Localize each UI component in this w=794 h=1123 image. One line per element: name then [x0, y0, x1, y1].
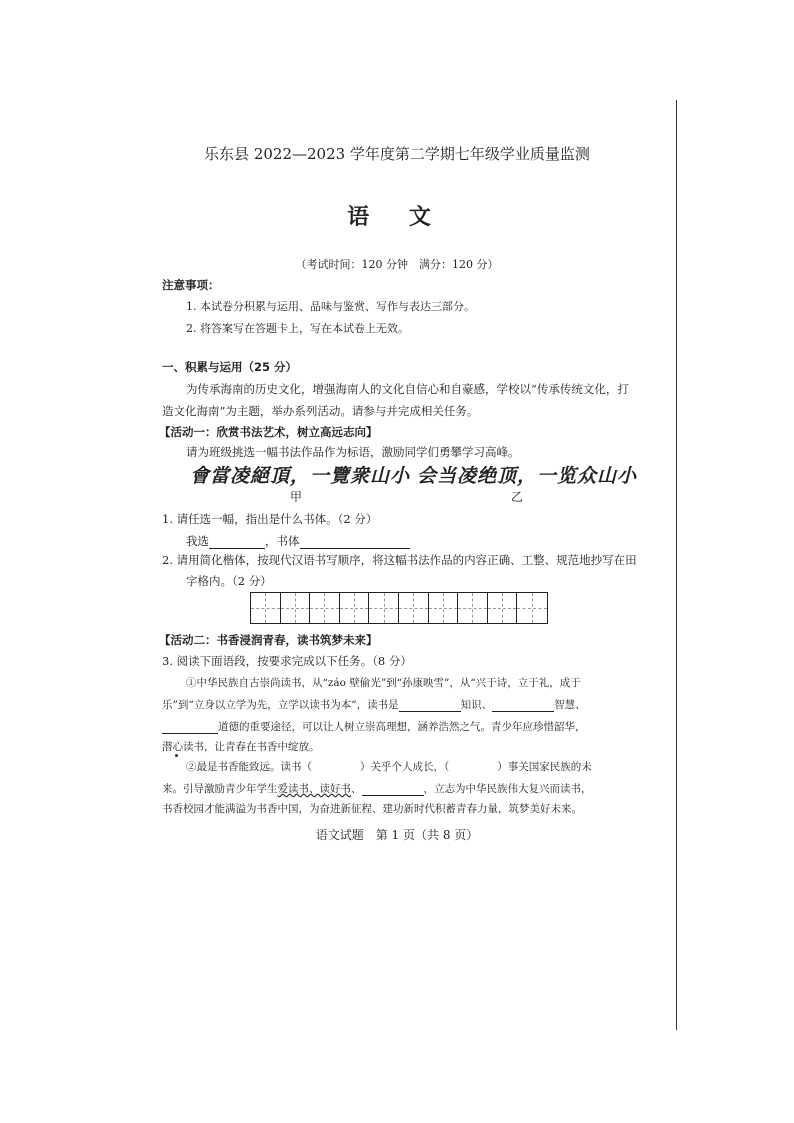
- passage-blank-4[interactable]: [362, 783, 424, 796]
- grid-cell[interactable]: [369, 593, 399, 623]
- grid-cell[interactable]: [399, 593, 429, 623]
- grid-cell[interactable]: [517, 593, 547, 623]
- passage-blank-3[interactable]: [162, 721, 218, 734]
- p1-text-b: 知识、: [460, 699, 493, 711]
- intro-line-2: 造文化海南”为主题，举办系列活动。请参与并完成相关任务。: [162, 404, 479, 418]
- passage-blank-2[interactable]: [492, 699, 554, 712]
- notice-item-2: 2. 将答案写在答题卡上，写在本试卷上无效。: [186, 322, 409, 335]
- grid-cell[interactable]: [488, 593, 518, 623]
- notice-item-1: 1. 本试卷分积累与运用、品味与鉴赏、写作与表达三部分。: [186, 300, 475, 313]
- section-heading: 一、积累与运用（25 分）: [162, 360, 298, 374]
- p1-text-c: 智慧、: [554, 699, 586, 711]
- grid-cell[interactable]: [340, 593, 370, 623]
- activity1-heading: 【活动一：欣赏书法艺术，树立高远志向】: [159, 425, 378, 439]
- passage-blank-1[interactable]: [399, 699, 461, 712]
- grid-cell[interactable]: [251, 593, 281, 623]
- exam-title: 乐东县 2022—2023 学年度第二学期七年级学业质量监测: [204, 145, 590, 163]
- passage-p2-line-1: [186, 759, 592, 774]
- question-2-line-1: 2. 请用简化楷体，按现代汉语书写顺序，将这幅书法作品的内容正确、工整、规范地抄写在田: [162, 553, 637, 567]
- p1-text-d: 道德的重要途径，可以让人树立崇高理想，涵养浩然之气。青少年应珍惜韶华，: [218, 721, 586, 733]
- answer-prefix: 我选: [186, 534, 209, 548]
- passage-p1-line-3: [162, 719, 586, 734]
- passage-p1-line-1: ①中华民族自古崇尚读书，从“záo 壁偷光”到“孙康映雪”，从“兴于诗，立于礼，成于: [186, 677, 581, 689]
- p2-text-d: 来。引导激励青少年学生: [162, 783, 278, 795]
- answer-mid: ，书体: [265, 534, 300, 548]
- calligraphy-label-b: 乙: [511, 490, 524, 504]
- question-1: 1. 请任选一幅，指出是什么书体。（2 分）: [162, 512, 378, 526]
- p1-text-f: 心读书，让青春在书香中绽放。: [172, 741, 320, 753]
- answer-blank-script[interactable]: [300, 536, 410, 549]
- question-3: 3. 阅读下面语段，按要求完成以下任务。（8 分）: [162, 654, 412, 668]
- grid-cell[interactable]: [429, 593, 459, 623]
- question-1-answer: [186, 533, 410, 549]
- passage-p2-line-2: [162, 781, 592, 796]
- p2-text-a: ②最是书香能致远。读书（: [186, 761, 312, 773]
- answer-blank-choice[interactable]: [209, 536, 265, 549]
- passage-p1-line-2: [162, 697, 586, 712]
- calligraphy-a: 會當凌絕頂，一覽衆山小: [190, 465, 411, 487]
- p1-text-e: 潜: [162, 741, 173, 753]
- page-footer: 语文试题 第 1 页（共 8 页）: [315, 828, 479, 842]
- p2-text-c: ）事关国家民族的未: [497, 761, 592, 773]
- question-2-line-2: 字格内。（2 分）: [186, 574, 272, 588]
- grid-cell[interactable]: [458, 593, 488, 623]
- p2-text-b: ）关乎个人成长，（: [360, 761, 450, 773]
- passage-p2-line-3: 书香校园才能满溢为书香中国，为奋进新征程、建功新时代积蓄青春力量，筑梦美好未来。: [162, 803, 582, 815]
- grid-cell[interactable]: [281, 593, 311, 623]
- subject-title: 语 文: [347, 204, 447, 230]
- p2-text-f: ，立志为中华民族伟大复兴而读书，: [423, 783, 592, 795]
- grid-cell[interactable]: [310, 593, 340, 623]
- calligraphy-b: 会当凌绝顶，一览众山小: [417, 465, 638, 487]
- activity1-instruction: 请为班级挑选一幅书法作品作为标语，激励同学们勇攀学习高峰。: [186, 445, 520, 459]
- calligraphy-label-a: 甲: [290, 490, 303, 504]
- intro-line-1: 为传承海南的历史文化，增强海南人的文化自信心和自豪感，学校以“传承传统文化，打: [186, 382, 629, 396]
- passage-p1-line-4: [162, 739, 320, 754]
- p2-wavy-text: 爱读书、读好书: [277, 783, 351, 795]
- exam-info: （考试时间：120 分钟 满分：120 分）: [295, 258, 499, 271]
- p1-text-a: 乐”到“立身以立学为先，立学以读书为本”，读书是: [162, 699, 399, 711]
- binding-line: [676, 100, 677, 1030]
- activity2-heading: 【活动二：书香浸润青春，读书筑梦未来】: [159, 633, 378, 647]
- p2-text-e: 、: [351, 783, 362, 795]
- tianzige-grid[interactable]: [250, 592, 548, 624]
- notice-heading: 注意事项：: [162, 278, 220, 292]
- emphasis-dot: [175, 754, 178, 757]
